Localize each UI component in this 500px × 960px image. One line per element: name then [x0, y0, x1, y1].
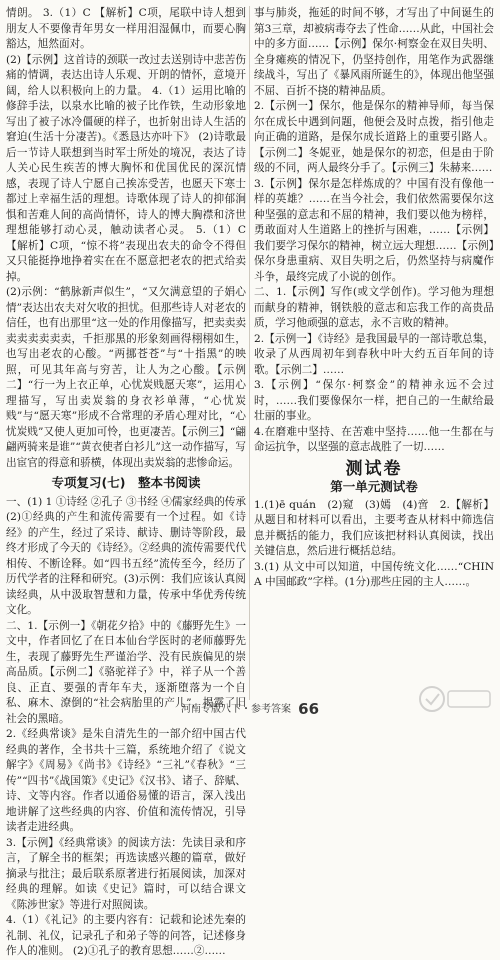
- footer-label: 河南专版八下・参考答案: [180, 704, 291, 715]
- answer-paragraph: 2.【示例一】保尔，他是保尔的精神导师，每当保尔在成长中遇到问题，他便会及时点拨，指引他走向正确的道路，是保尔成长道路上的重要引路人。【示例二】冬妮亚，她是保尔的初恋，但是由于阶级的不同，两人最终分手了。【示例三】朱赫来……: [254, 100, 494, 174]
- watermark-logo: [416, 682, 496, 716]
- right-column: [254, 6, 494, 591]
- unit-title: 第一单元测试卷: [330, 479, 418, 494]
- answer-paragraph: 3.【示例】保尔是怎样炼成的？中国有没有像他一样的英雄？……在当今社会，我们依然需要保尔这种坚强的意志和不屈的精神，我们要以他为榜样，勇敢面对人生道路上的挫折与困难，……【示例】我们要学习保尔的精神，树立远大理想……【示例】保尔身患重病、双目失明之后，仍然坚持与病魔作斗争，最终完成了小说的创作。: [254, 177, 494, 283]
- answer-paragraph: 情朗。 3.（1）C 【解析】C项，尾联中诗人想到朋友人不要像青年男女一样用泪湿佩巾，而要心胸豁达，旭然面对。: [6, 7, 246, 50]
- answer-paragraph: 2.《经典常谈》是朱自清先生的一部介绍中国古代经典的著作，全书共十三篇，系统地介绍了《说文解字》《周易》《尚书》《诗经》“三礼”《春秋》“三传”“四书”《战国策》《史记》《汉书》、诸子、辞赋、诗、文等内容。作者以通俗易懂的语言，深入浅出地讲解了这些经典的内容、价值和流传情况，引导读者走进经典。: [6, 728, 246, 833]
- answer-paragraph: 事与肺炎，拖延的时间不够，才写出了中间诞生的第3三章，却被病毒夺去了性命……从此，中国社会中的多方面……【示例】保尔·柯察金在双目失明、全身瘫痪的情况下，仍坚持创作，用笔作为武器继续战斗，写出了《暴风雨所诞生的》，体现出他坚强不屈、百折不挠的精神品质。: [254, 7, 494, 97]
- answer-paragraph: 4.（1）《礼记》的主要内容有：记载和论述先秦的礼制、礼仪，记录孔子和弟子等的问答，记述修身作人的准则。 (2)①孔子的教育思想……②……: [6, 914, 246, 957]
- answer-paragraph: 3.【示例】《经典常谈》的阅读方法：先读目录和序言，了解全书的框架；再选读感兴趣的篇章，做好摘录与批注；最后联系原著进行拓展阅读，加深对经典的理解。如读《史记》篇时，可以结合课文《陈涉世家》等进行对照阅读。: [6, 836, 246, 911]
- column-divider: [249, 6, 250, 700]
- answer-paragraph: 2.【示例一】《诗经》是我国最早的一部诗歌总集，收录了从西周初年到春秋中叶大约五百年间的诗歌。【示例二】……: [254, 332, 494, 376]
- answer-paragraph: 二、1.【示例一】《朝花夕拾》中的《藤野先生》一文中，作者回忆了在日本仙台学医时的老师藤野先生，表现了藤野先生严谨治学、没有民族偏见的崇高品质。【示例二】《骆驼祥子》中，祥子从一个善良、正直、要强的青年车夫，逐渐堕落为一个自私、麻木、潦倒的“社会病胎里的产儿”，揭露了旧社会的黑暗。: [6, 619, 246, 725]
- answer-paragraph: 3.【示例】“保尔·柯察金”的精神永远不会过时，……我们要像保尔一样，把自己的一生献给最壮丽的事业。: [254, 379, 494, 422]
- answer-paragraph: 一、(1) 1 ①诗经 ②孔子 ③书经 ④儒家经典的传承 (2)①经典的产生和流传需要有一个过程。如《诗经》的产生，经过了采诗、献诗、删诗等阶段，最终才形成了今天的《诗经》。②经典的流传需要代代相传、不断诠释。如“四书五经”流传至今，经历了历代学者的注释和研究。(3)示例：我们应该认真阅读经典，从中汲取智慧和力量，传承中华优秀传统文化。: [6, 495, 246, 616]
- answer-paragraph: (2)示例：“鹤脉新声似生”，“又欠满意望的子娟心情”表达出农夫对欠收的担忧。但那些诗人对老农的信任，也有出那里“这一处的作用像描写，把卖卖卖卖卖卖卖卖卖，千拒那黑的形象刻画得栩栩如生，也写出老农的心酸。“两挪苍苍”与“十指黑”的映照，可见其年高与穷苦，让人为之心酸。【示例二】“行一为上衣正单，心忧炭贱愿天寒”，运用心理描写，写出卖炭翁的身衣衫单薄，“心忧炭贱”与“愿天寒”形成不合常理的矛盾心理对比，“心忧炭贱”又使人更加可怜，也更凄苦。【示例三】“翩翩两骑来是谁”“黄衣使者白衫儿”这一动作描写，写出宦官的得意和骄横，体现出卖炭翁的悲惨命运。: [6, 286, 246, 469]
- answer-paragraph: 4.在磨难中坚持、在苦难中坚持……他一生都在与命运抗争，以坚强的意志战胜了一切……: [254, 425, 494, 453]
- section-title: 专项复习(七) 整本书阅读: [51, 475, 201, 490]
- answer-paragraph: (2)【示例】这首诗的颈联一改过去送别诗中悲苦伤痛的情调，表达出诗人乐观、开朗的情怀，意境开阔，给人以积极向上的力量。 4.（1）运用比喻的修辞手法，以泉水比喻的被子比作铁，生动形象地写出了被子冰冷僵硬的样子，也折射出诗人生活的窘迫(生活十分凄苦)。《悉恳达亦叶下》 (2)诗歌最后一节诗人联想到当时军士所处的境况，表达了诗人关心民生疾苦的博大胸怀和优国优民的深沉情感，表现了诗人宁愿自己挨冻受苦，也愿天下寒士都过上幸福生活的理想。诗歌体现了诗人的抑郁涧惧和苦难人间的高尚情怀，诗人的博大胸襟和济世理想能够打动心灵，触动读者心灵。 5.（1）C 【解析】C项，“惊不将”表现出农夫的命令不得但又只能挺挣地挣着实在在不愿意把老农的把式给卖掉。: [6, 53, 246, 283]
- answer-paragraph: 3.(1) 从文中可以知道，中国传统文化……“CHINA 中国邮政”字样。(1分)那些庄园的主人……。: [254, 560, 494, 588]
- answer-paragraph: 二、1.【示例】写作(或文学创作)。学习他为理想而献身的精神，钢铁般的意志和忘我工作的高贵品质，学习他顽强的意志，永不言败的精神。: [254, 286, 494, 329]
- page-number: 66: [298, 700, 320, 718]
- answer-paragraph: 1.(1)ē quán (2)窥 (3)嫣 (4)啻 2.【解析】从题目和材料可以看出，主要考查从材料中筛选信息并概括的能力，我们应该把材料认真阅读，找出关键信息，然后进行概括总结。: [254, 498, 494, 557]
- test-title: 测试卷: [345, 458, 403, 479]
